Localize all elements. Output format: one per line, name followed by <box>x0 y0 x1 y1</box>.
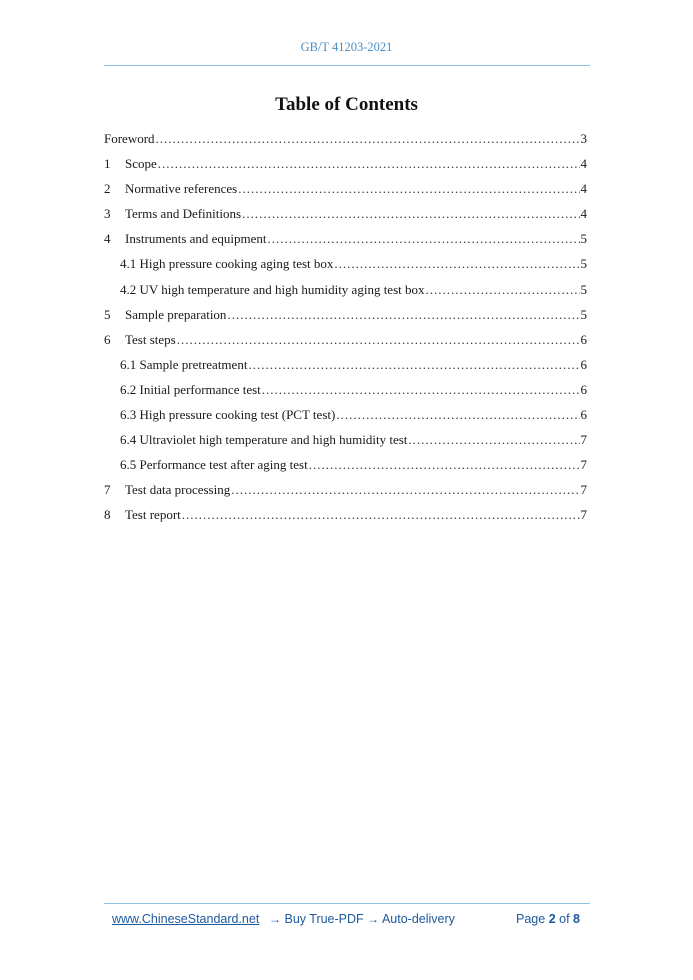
toc-entry-page: 4 <box>580 206 587 222</box>
page-label: Page <box>516 912 546 926</box>
page-total: 8 <box>573 912 580 926</box>
toc-entry-number: 7 <box>104 482 111 498</box>
toc-entry-page: 7 <box>580 457 587 473</box>
toc-entry-title: Normative references <box>125 181 238 197</box>
toc-dot-leader <box>262 380 580 400</box>
toc-entry-number: 6 <box>104 331 111 347</box>
toc-dot-leader <box>336 405 579 425</box>
toc-dot-leader <box>182 505 580 525</box>
header-divider <box>104 65 590 66</box>
toc-entry[interactable] <box>104 179 587 204</box>
toc-entry-title: Instruments and equipment <box>125 231 267 247</box>
toc-dot-leader <box>408 430 579 450</box>
toc-entry-page: 7 <box>580 432 587 448</box>
toc-entry[interactable] <box>104 330 587 355</box>
toc-entry[interactable] <box>104 280 587 305</box>
auto-delivery-label: Auto-delivery <box>381 912 455 926</box>
toc-entry-title: 4.1 High pressure cooking aging test box <box>120 256 334 272</box>
footer-divider <box>104 903 590 904</box>
toc-dot-leader <box>242 204 579 224</box>
toc-entry-page: 5 <box>580 256 587 272</box>
toc-entry-page: 5 <box>580 306 587 322</box>
toc-entry-title: Test data processing <box>125 482 231 498</box>
toc-dot-leader <box>238 179 579 199</box>
toc-entry-title: 6.4 Ultraviolet high temperature and high humidity test <box>120 432 408 448</box>
toc-entry-title: 6.3 High pressure cooking test (PCT test) <box>120 407 336 423</box>
toc-entry-page: 6 <box>580 331 587 347</box>
toc-entry-number: 1 <box>104 156 111 172</box>
toc-entry-page: 6 <box>580 381 587 397</box>
page-current: 2 <box>548 912 556 926</box>
table-of-contents <box>104 129 587 531</box>
site-link-text[interactable]: www.ChineseStandard.net <box>112 912 260 926</box>
toc-entry-number: 8 <box>104 507 111 523</box>
toc-entry-page: 5 <box>580 231 587 247</box>
toc-dot-leader <box>158 154 580 174</box>
footer-purchase-text <box>269 912 455 926</box>
arrow-right-icon: → <box>367 912 380 926</box>
toc-entry-page: 3 <box>580 131 587 146</box>
toc-entry-page: 7 <box>580 507 587 523</box>
toc-entry-page: 6 <box>580 356 587 372</box>
arrow-right-icon: → <box>269 912 281 926</box>
toc-entry-title: Terms and Definitions <box>125 206 242 222</box>
site-link[interactable] <box>112 912 259 926</box>
toc-entry-page: 5 <box>580 281 587 297</box>
toc-entry-title: Sample preparation <box>125 306 227 322</box>
toc-entry[interactable] <box>104 380 587 405</box>
toc-entry[interactable] <box>104 430 587 455</box>
toc-dot-leader <box>309 455 580 475</box>
toc-entry[interactable] <box>104 154 587 179</box>
toc-entry-title: 4.2 UV high temperature and high humidity aging test box <box>120 281 425 297</box>
toc-entry-page: 7 <box>580 482 587 498</box>
toc-entry-number: 5 <box>104 306 111 322</box>
toc-entry-page: 4 <box>580 181 587 197</box>
toc-entry[interactable] <box>104 355 587 380</box>
page-of-label: of <box>559 912 570 926</box>
toc-dot-leader <box>248 355 579 375</box>
toc-dot-leader <box>231 480 579 500</box>
toc-entry-number: 3 <box>104 206 111 222</box>
toc-entry-title: Scope <box>125 156 157 172</box>
toc-entry[interactable] <box>104 305 587 330</box>
standard-code-header: GB/T 41203-2021 <box>300 40 393 54</box>
toc-dot-leader <box>156 129 580 149</box>
toc-entry-title: Test steps <box>125 331 176 347</box>
toc-entry[interactable] <box>104 254 587 279</box>
page-indicator <box>516 912 580 926</box>
toc-dot-leader <box>227 305 579 325</box>
toc-entry-number: 2 <box>104 181 111 197</box>
page-title: Table of Contents <box>275 94 418 115</box>
footer <box>112 912 590 932</box>
toc-entry-title: 6.2 Initial performance test <box>120 381 261 397</box>
toc-entry[interactable] <box>104 505 587 530</box>
toc-entry-page: 4 <box>580 156 587 172</box>
toc-entry[interactable] <box>104 480 587 505</box>
toc-entry[interactable] <box>104 204 587 229</box>
toc-entry-title: 6.1 Sample pretreatment <box>120 356 248 372</box>
buy-true-pdf-label: Buy True-PDF <box>284 912 364 926</box>
toc-entry-title: 6.5 Performance test after aging test <box>120 457 308 473</box>
toc-entry[interactable] <box>104 129 587 154</box>
toc-entry[interactable] <box>104 405 587 430</box>
toc-dot-leader <box>268 229 580 249</box>
toc-entry[interactable] <box>104 455 587 480</box>
toc-entry-page: 6 <box>580 407 587 423</box>
toc-entry-title: Test report <box>125 507 181 523</box>
toc-dot-leader <box>334 254 579 274</box>
toc-dot-leader <box>177 330 580 350</box>
toc-entry[interactable] <box>104 229 587 254</box>
toc-entry-number: 4 <box>104 231 111 247</box>
toc-dot-leader <box>426 280 580 300</box>
toc-entry-title: Foreword <box>104 131 155 146</box>
